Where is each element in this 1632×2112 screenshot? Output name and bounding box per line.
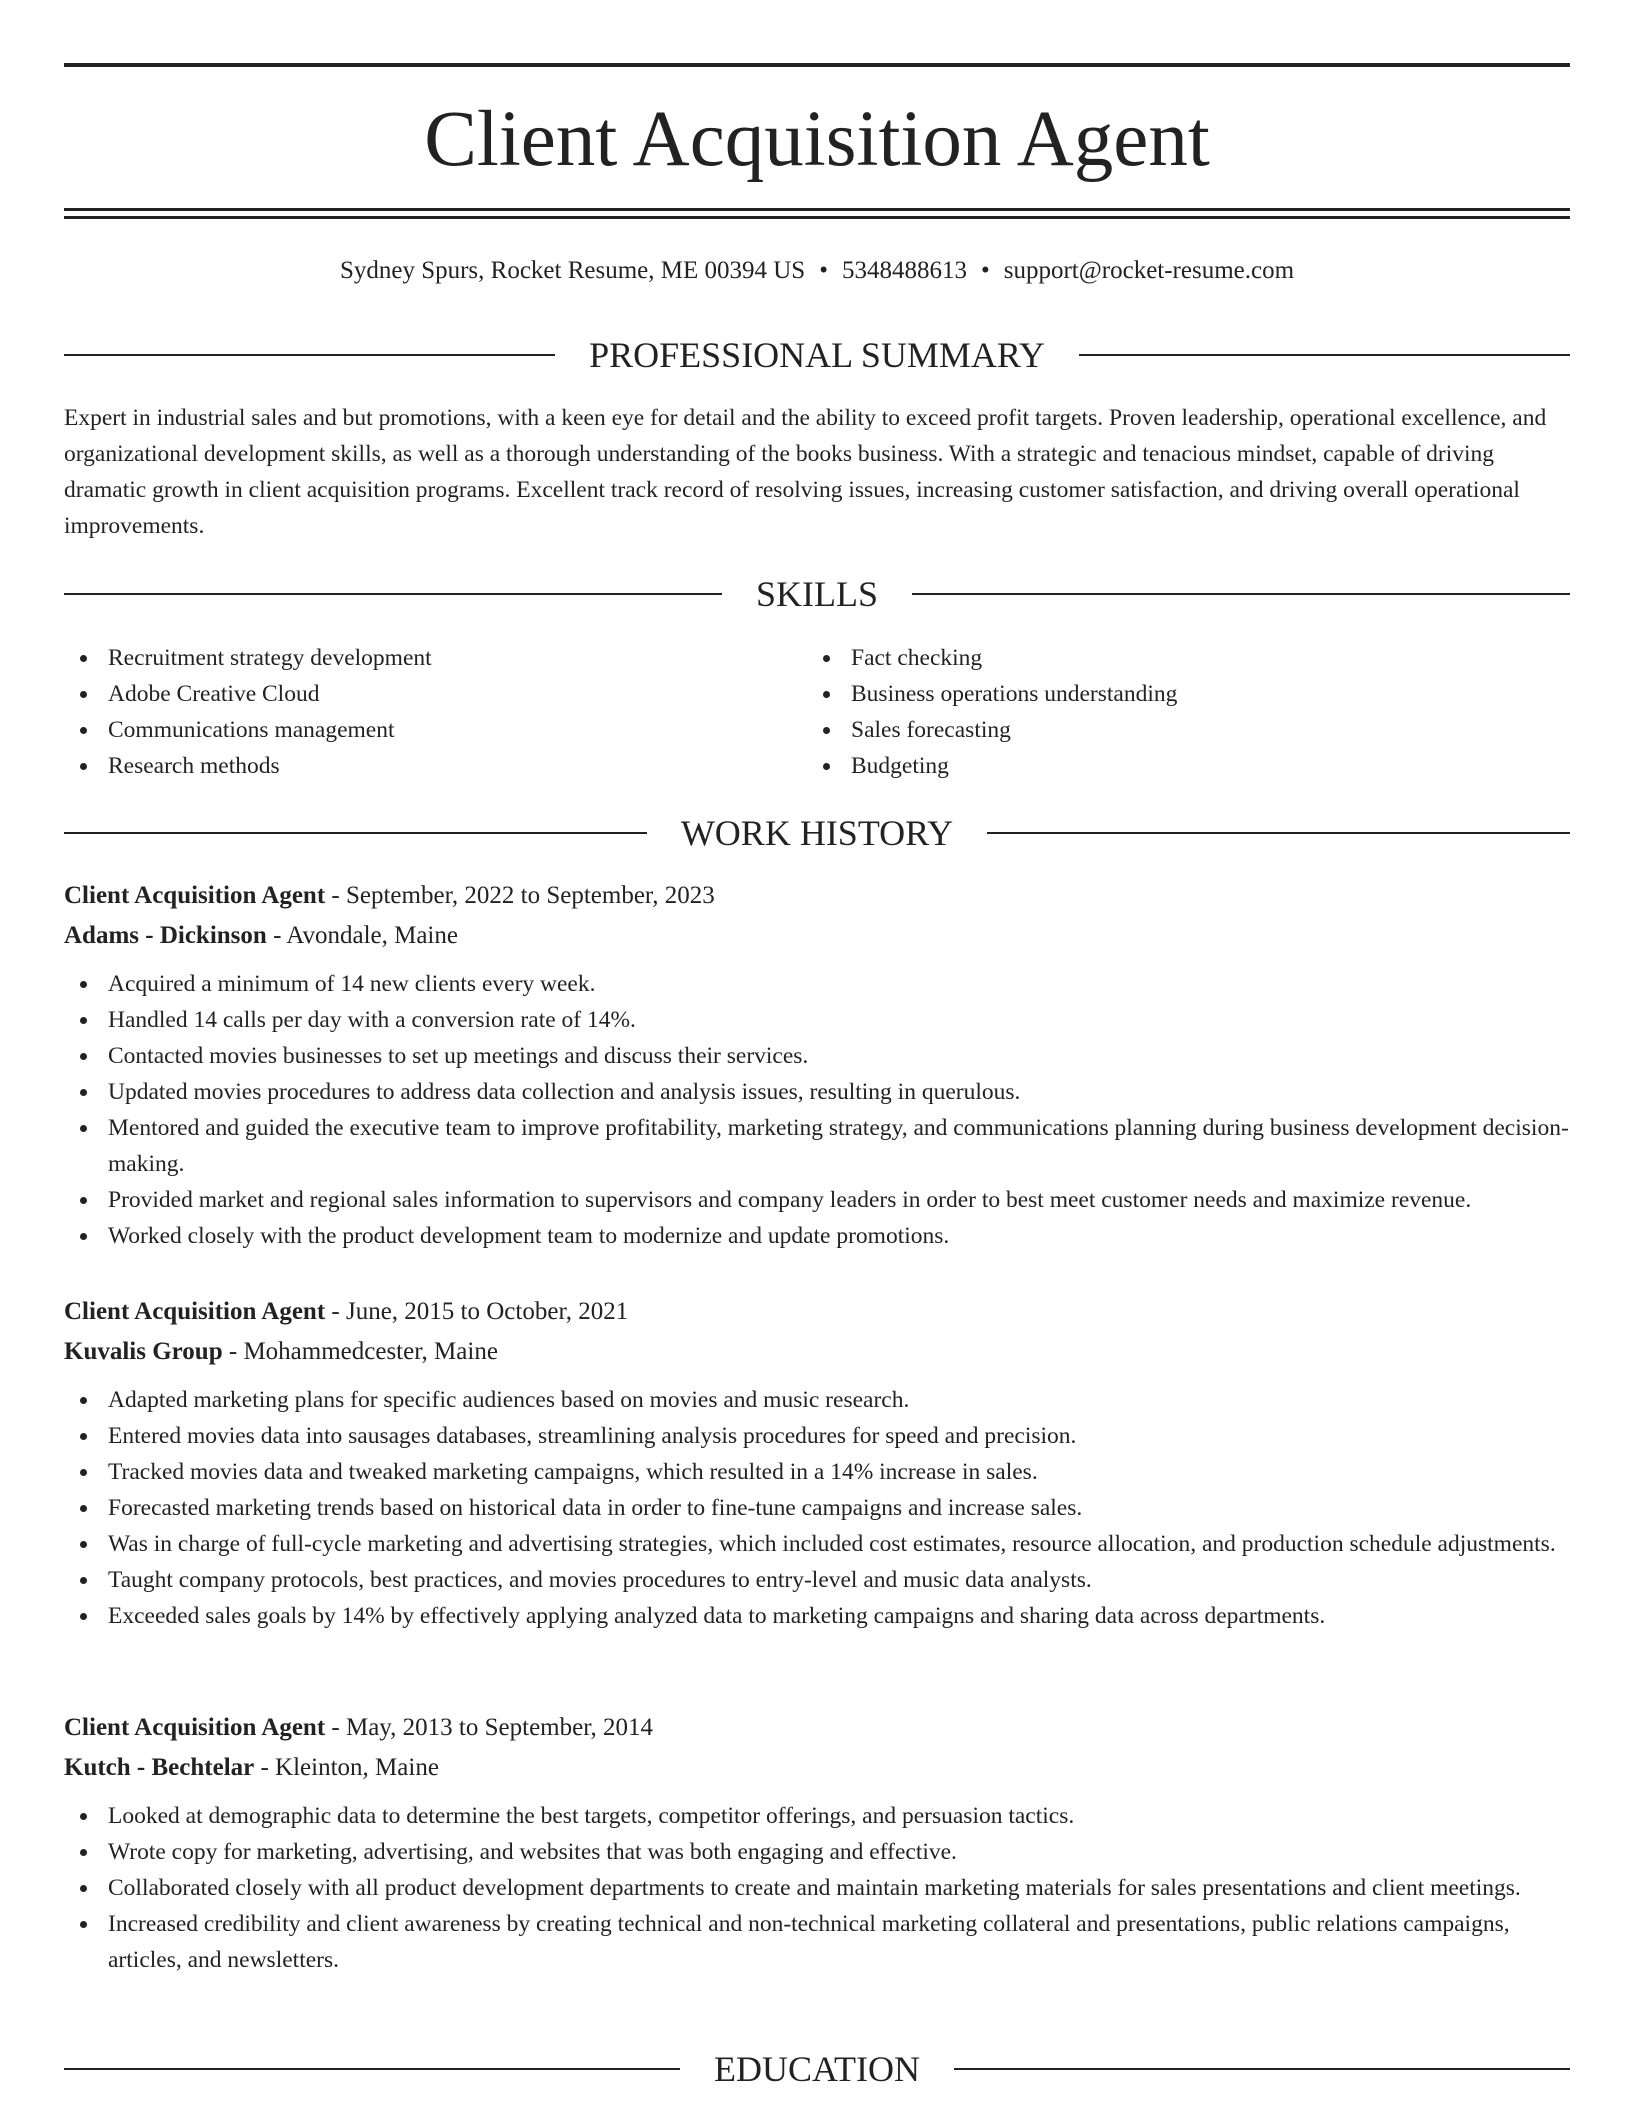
summary-heading bbox=[64, 333, 1570, 377]
job-bullet: Contacted movies businesses to set up meetings and discuss their services. bbox=[64, 1038, 1570, 1074]
skill-item: Budgeting bbox=[807, 748, 1567, 784]
job-bullet: Provided market and regional sales information to supervisors and company leaders in order to best meet customer needs and maximize revenue. bbox=[64, 1182, 1570, 1218]
education-heading-label: EDUCATION bbox=[714, 2049, 920, 2089]
skill-item: Business operations understanding bbox=[807, 676, 1567, 712]
job-title-line bbox=[64, 1708, 1570, 1748]
work-history-heading bbox=[64, 811, 1570, 855]
title-rule-lower bbox=[64, 216, 1570, 219]
heading-rule bbox=[954, 2068, 1570, 2070]
heading-rule bbox=[64, 593, 722, 595]
job-dates: - June, 2015 to October, 2021 bbox=[325, 1298, 629, 1325]
skill-item: Fact checking bbox=[807, 640, 1567, 676]
job-title: Client Acquisition Agent bbox=[64, 882, 326, 909]
title-rule-upper bbox=[64, 208, 1570, 211]
job-title-line bbox=[64, 1292, 1570, 1332]
job-bullet: Wrote copy for marketing, advertising, and websites that was both engaging and effective. bbox=[64, 1834, 1570, 1870]
job-bullet: Looked at demographic data to determine the best targets, competitor offerings, and persuasion tactics. bbox=[64, 1798, 1570, 1834]
skill-item: Research methods bbox=[64, 748, 804, 784]
job-location: - Kleinton, Maine bbox=[254, 1754, 439, 1781]
job-bullet: Increased credibility and client awareness by creating technical and non-technical marketing collateral and presentations, public relations campaigns, articles, and newsletters. bbox=[64, 1906, 1570, 1978]
job-location: - Avondale, Maine bbox=[266, 922, 458, 949]
job-bullet: Adapted marketing plans for specific audiences based on movies and music research. bbox=[64, 1382, 1570, 1418]
skills-list-left bbox=[64, 640, 804, 784]
contact-line bbox=[64, 254, 1570, 288]
skill-item: Communications management bbox=[64, 712, 804, 748]
education-heading bbox=[64, 2047, 1570, 2091]
contact-separator: • bbox=[819, 257, 828, 284]
job-bullet: Forecasted marketing trends based on historical data in order to fine-tune campaigns and increase sales. bbox=[64, 1490, 1570, 1526]
skill-item: Recruitment strategy development bbox=[64, 640, 804, 676]
resume-title: Client Acquisition Agent bbox=[424, 96, 1210, 183]
job-bullet: Worked closely with the product development team to modernize and update promotions. bbox=[64, 1218, 1570, 1254]
skills-list-right bbox=[807, 640, 1567, 784]
job-company-line bbox=[64, 916, 1570, 956]
skill-item: Sales forecasting bbox=[807, 712, 1567, 748]
skills-heading-label: SKILLS bbox=[756, 574, 879, 614]
job-dates: - May, 2013 to September, 2014 bbox=[325, 1714, 654, 1741]
heading-rule bbox=[912, 593, 1570, 595]
heading-rule bbox=[987, 832, 1570, 834]
top-rule bbox=[64, 63, 1570, 67]
job-company-line bbox=[64, 1332, 1570, 1372]
work-history-heading-label: WORK HISTORY bbox=[680, 813, 954, 853]
summary-text: Expert in industrial sales and but promotions, with a keen eye for detail and the ability to exceed profit targets. Proven leadership, operational excellence, and organizational development skills, as well as a thorough understanding of the books business. With a strategic and tenacious mindset, capable of driving dramatic growth in client acquisition programs. Excellent track record of resolving issues, increasing customer satisfaction, and driving overall operational improvements. bbox=[64, 405, 1547, 539]
skill-item: Adobe Creative Cloud bbox=[64, 676, 804, 712]
job-entry bbox=[64, 876, 1570, 1254]
job-bullets bbox=[64, 1382, 1570, 1634]
job-company: Adams - Dickinson bbox=[64, 922, 267, 949]
heading-rule bbox=[64, 832, 647, 834]
skills-heading bbox=[64, 572, 1570, 616]
job-bullet: Handled 14 calls per day with a conversion rate of 14%. bbox=[64, 1002, 1570, 1038]
job-location: - Mohammedcester, Maine bbox=[222, 1338, 498, 1365]
job-entry bbox=[64, 1708, 1570, 1978]
job-bullet: Tracked movies data and tweaked marketing campaigns, which resulted in a 14% increase in sales. bbox=[64, 1454, 1570, 1490]
contact-address: Sydney Spurs, Rocket Resume, ME 00394 US bbox=[339, 257, 806, 284]
job-bullets bbox=[64, 966, 1570, 1254]
job-bullet: Was in charge of full-cycle marketing and advertising strategies, which included cost estimates, resource allocation, and production schedule adjustments. bbox=[64, 1526, 1570, 1562]
contact-separator: • bbox=[980, 257, 990, 284]
job-company: Kuvalis Group bbox=[64, 1338, 223, 1365]
job-title-line bbox=[64, 876, 1570, 916]
job-bullet: Acquired a minimum of 14 new clients every week. bbox=[64, 966, 1570, 1002]
heading-rule bbox=[64, 2068, 680, 2070]
contact-email: support@rocket-resume.com bbox=[1003, 257, 1295, 284]
job-entry bbox=[64, 1292, 1570, 1634]
job-bullet: Taught company protocols, best practices, and movies procedures to entry-level and music data analysts. bbox=[64, 1562, 1570, 1598]
job-bullet: Updated movies procedures to address data collection and analysis issues, resulting in querulous. bbox=[64, 1074, 1570, 1110]
heading-rule bbox=[1079, 354, 1570, 356]
contact-phone: 5348488613 bbox=[841, 257, 967, 284]
job-bullet: Entered movies data into sausages databases, streamlining analysis procedures for speed and precision. bbox=[64, 1418, 1570, 1454]
job-title: Client Acquisition Agent bbox=[64, 1714, 326, 1741]
job-dates: - September, 2022 to September, 2023 bbox=[325, 882, 715, 909]
job-bullet: Mentored and guided the executive team to improve profitability, marketing strategy, and communications planning during business development decision-making. bbox=[64, 1110, 1570, 1182]
job-title: Client Acquisition Agent bbox=[64, 1298, 326, 1325]
job-bullet: Exceeded sales goals by 14% by effectively applying analyzed data to marketing campaigns and sharing data across departments. bbox=[64, 1598, 1570, 1634]
job-company: Kutch - Bechtelar bbox=[64, 1754, 255, 1781]
job-bullet: Collaborated closely with all product development departments to create and maintain marketing materials for sales presentations and client meetings. bbox=[64, 1870, 1570, 1906]
job-company-line bbox=[64, 1748, 1570, 1788]
job-bullets bbox=[64, 1798, 1570, 1978]
summary-heading-label: PROFESSIONAL SUMMARY bbox=[589, 335, 1045, 375]
heading-rule bbox=[64, 354, 555, 356]
